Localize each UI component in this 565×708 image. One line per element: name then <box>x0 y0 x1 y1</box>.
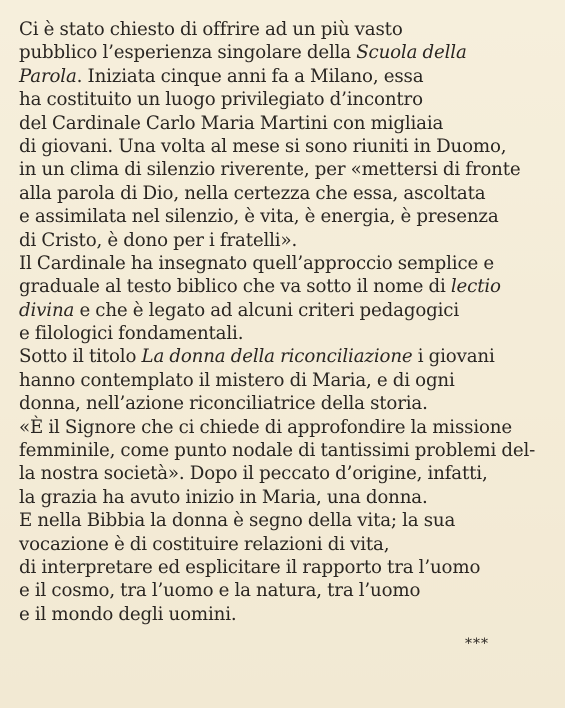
text-line <box>19 252 554 275</box>
text-line <box>19 135 554 158</box>
text-line <box>19 88 554 111</box>
italic-segment: divina <box>19 299 75 321</box>
text-segment: e che è legato ad alcuni criteri pedagogici <box>74 299 459 321</box>
text-segment: E nella Bibbia la donna è segno della vita; la sua <box>19 510 456 532</box>
text-segment: Ci è stato chiesto di offrire ad un più vasto <box>19 19 403 40</box>
text-line <box>19 65 554 88</box>
text-line <box>19 322 554 345</box>
text-segment: vocazione è di costituire relazioni di vita, <box>19 533 390 555</box>
text-line <box>19 275 554 298</box>
text-segment: ha costituito un luogo privilegiato d’incontro <box>19 89 423 111</box>
text-segment: di giovani. Una volta al mese si sono riuniti in Duomo, <box>19 135 507 157</box>
text-line <box>19 556 554 579</box>
text-line <box>19 416 554 439</box>
text-segment: i giovani <box>412 346 495 368</box>
text-line <box>19 41 554 64</box>
text-segment: e filologici fondamentali. <box>19 323 244 345</box>
text-line <box>19 158 554 181</box>
text-segment: e il cosmo, tra l’uomo e la natura, tra l’uomo <box>19 580 421 602</box>
text-segment: femminile, come punto nodale di tantissimi problemi del- <box>19 440 536 462</box>
italic-segment: Scuola della <box>356 42 467 64</box>
section-break-stars: *** <box>465 636 489 652</box>
text-segment: e assimilata nel silenzio, è vita, è energia, è presenza <box>19 206 499 228</box>
text-line <box>19 205 554 228</box>
text-line <box>19 462 554 485</box>
text-segment: donna, nell’azione riconciliatrice della storia. <box>19 393 428 415</box>
text-segment: di Cristo, è dono per i fratelli». <box>19 229 298 251</box>
text-segment: . Iniziata cinque anni fa a Milano, essa <box>76 65 424 87</box>
text-line <box>19 486 554 509</box>
text-segment: Sotto il titolo <box>19 346 142 368</box>
text-segment: del Cardinale Carlo Maria Martini con migliaia <box>19 112 444 134</box>
text-segment: graduale al testo biblico che va sotto il nome di <box>19 276 451 298</box>
text-segment: alla parola di Dio, nella certezza che essa, ascoltata <box>19 182 486 204</box>
text-line <box>19 579 554 602</box>
text-line <box>19 182 554 205</box>
italic-segment: lectio <box>450 276 501 298</box>
text-line <box>19 533 554 556</box>
text-segment: la nostra società». Dopo il peccato d’origine, infatti, <box>19 463 488 485</box>
italic-segment: La donna della riconciliazione <box>141 346 413 368</box>
text-segment: hanno contemplato il mistero di Maria, e di ogni <box>19 369 455 391</box>
text-segment: «È il Signore che ci chiede di approfondire la missione <box>19 416 512 438</box>
text-segment: in un clima di silenzio riverente, per «mettersi di fronte <box>19 159 521 181</box>
text-segment: di interpretare ed esplicitare il rapporto tra l’uomo <box>19 556 481 578</box>
text-line <box>19 299 554 322</box>
text-segment: e il mondo degli uomini. <box>19 603 237 625</box>
text-line <box>19 439 554 462</box>
text-line <box>19 509 554 532</box>
text-segment: pubblico l’esperienza singolare della <box>19 42 357 64</box>
text-segment: la grazia ha avuto inizio in Maria, una donna. <box>19 486 428 508</box>
text-line <box>19 369 554 392</box>
body-text <box>19 18 554 626</box>
text-line <box>19 112 554 135</box>
text-segment: Il Cardinale ha insegnato quell’approccio semplice e <box>19 252 494 274</box>
italic-segment: Parola <box>19 65 77 87</box>
text-line <box>19 392 554 415</box>
text-line <box>19 345 554 368</box>
text-line <box>19 18 554 41</box>
text-line <box>19 229 554 252</box>
text-line <box>19 603 554 626</box>
